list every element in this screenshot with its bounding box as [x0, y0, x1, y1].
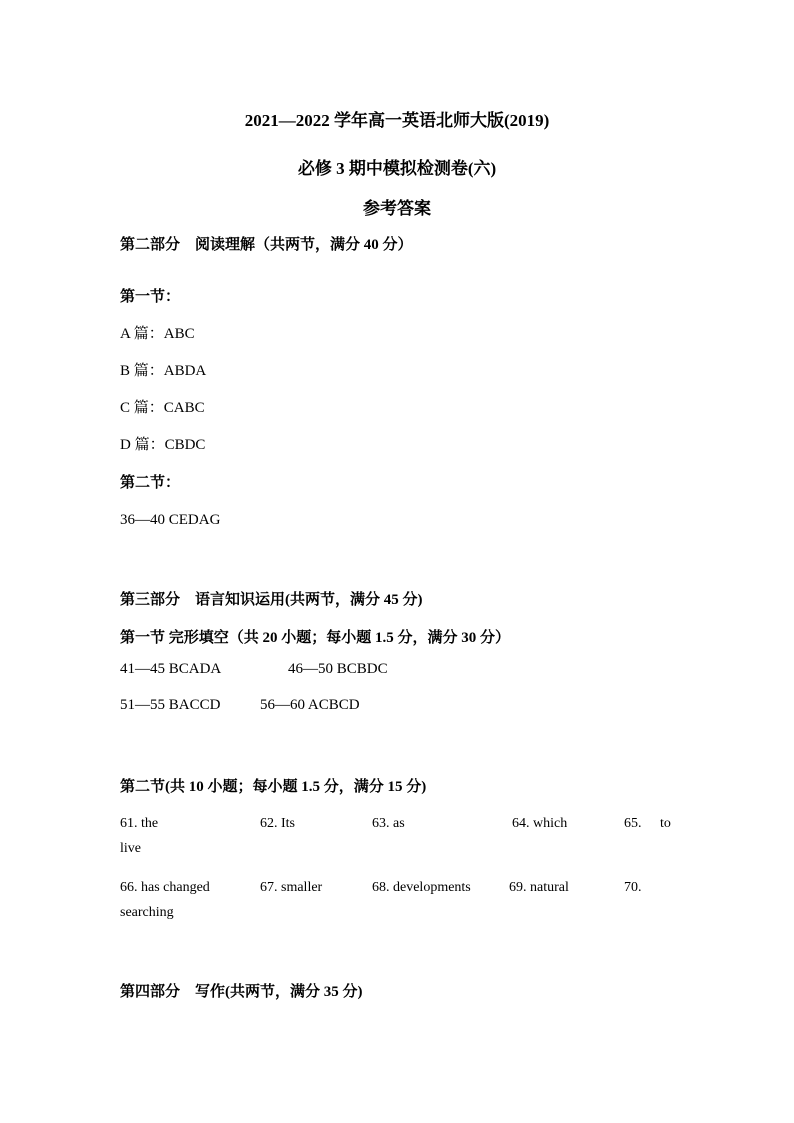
fill-answer-69: 69. natural [509, 880, 569, 895]
reading-answer-d: D 篇：CBDC [120, 437, 206, 453]
reading-answer-c: C 篇：CABC [120, 400, 205, 416]
cloze-answer-56-60: 56—60 ACBCD [260, 697, 360, 713]
reading-answer-a: A 篇：ABC [120, 326, 195, 342]
fill-answer-67: 67. smaller [260, 880, 323, 895]
part2-section2-label: 第二节： [120, 475, 181, 491]
fill-answer-61: 61. the [120, 816, 159, 831]
fill-answer-66: 66. has changed [120, 880, 210, 895]
part2-section2-answer: 36—40 CEDAG [120, 512, 221, 528]
fill-answer-65-word: to [660, 816, 671, 831]
cloze-answer-41-45: 41—45 BCADA [120, 661, 222, 677]
part2-section1-label: 第一节： [120, 289, 181, 305]
fill-answer-70-wrap: searching [120, 905, 174, 920]
fill-answer-64: 64. which [512, 816, 568, 831]
fill-answer-68: 68. developments [372, 880, 471, 895]
cloze-answer-46-50: 46—50 BCBDC [288, 661, 388, 677]
document-title: 2021—2022 学年高一英语北师大版(2019) [244, 111, 550, 130]
answer-key-heading: 参考答案 [363, 199, 431, 218]
fill-answer-62: 62. Its [260, 816, 295, 831]
reading-answer-b: B 篇：ABDA [120, 363, 207, 379]
part3-section2-heading: 第二节(共 10 小题；每小题 1.5 分，满分 15 分) [120, 779, 427, 795]
fill-answer-70-number: 70. [624, 880, 642, 895]
document-subtitle: 必修 3 期中模拟检测卷(六) [297, 159, 497, 178]
fill-answer-63: 63. as [372, 816, 405, 831]
part3-section1-heading: 第一节 完形填空（共 20 小题；每小题 1.5 分，满分 30 分） [120, 630, 511, 646]
cloze-answer-51-55: 51—55 BACCD [120, 697, 221, 713]
part3-heading: 第三部分 语言知识运用(共两节，满分 45 分) [120, 592, 423, 608]
part2-heading: 第二部分 阅读理解（共两节，满分 40 分） [120, 237, 413, 253]
part4-heading: 第四部分 写作(共两节，满分 35 分) [120, 984, 363, 1000]
fill-answer-65-number: 65. [624, 816, 642, 831]
fill-answer-65-wrap: live [120, 841, 141, 856]
